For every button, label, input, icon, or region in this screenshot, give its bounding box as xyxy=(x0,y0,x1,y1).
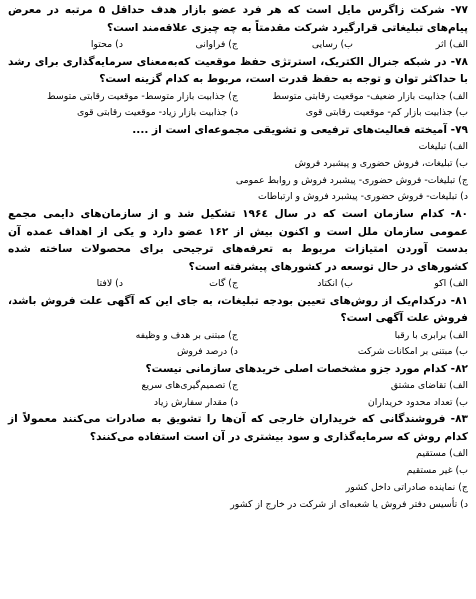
question-82: ۸۲- کدام مورد جزو مشخصات اصلی خریدهای سازمانی نیست؟ xyxy=(145,362,468,375)
option-be[interactable]: ب) جذابیت بازار کم- موقعیت رقابتی قوی xyxy=(305,107,468,118)
question-78-options-row-2 xyxy=(8,105,468,122)
option-jim[interactable]: ج) گات xyxy=(209,278,238,290)
option-be[interactable]: ب) تعداد محدود خریداران xyxy=(367,396,468,408)
question-83: ۸۳- فروشندگانی که خریداران خارجی که آن‌ها را تشویق به صادرات می‌کنند معمولاً از کدام روش که سرمایه‌گذاری و سود بیشتری در آن است استفاده می‌کنند؟ xyxy=(8,413,468,443)
option-dal[interactable]: د) مقدار سفارش زیاد xyxy=(153,396,238,408)
option-jim[interactable]: ج) مبتنی بر هدف و وظیفه xyxy=(135,329,238,341)
question-82-options-row-1 xyxy=(8,378,468,395)
option-be[interactable]: ب) مبتنی بر امکانات شرکت xyxy=(357,346,468,358)
option-alef[interactable]: الف) تبلیغات xyxy=(418,141,468,152)
question-79: ۷۹- آمیخته فعالیت‌های ترفیعی و تشویقی مجموعه‌ای است از .... xyxy=(132,123,468,136)
option-dal[interactable]: د) محتوا xyxy=(90,39,123,50)
option-alef[interactable]: الف) برابری با رقبا xyxy=(394,329,468,341)
option-alef[interactable]: الف) اثر xyxy=(435,39,468,50)
question-80-options xyxy=(8,276,468,293)
question-82-options-row-2 xyxy=(8,395,468,412)
option-dal[interactable]: د) تأسیس دفتر فروش یا شعبه‌ای از شرکت در خارج از کشور xyxy=(230,498,468,510)
option-be[interactable]: ب) غیر مستقیم xyxy=(406,464,468,476)
option-be[interactable]: ب) تبلیغات، فروش حضوری و پیشبرد فروش xyxy=(294,157,468,169)
option-dal[interactable]: د) جذابیت بازار زیاد- موقعیت رقابتی قوی xyxy=(76,107,238,118)
option-jim[interactable]: ج) جذابیت بازار متوسط- موقعیت رقابتی متوسط xyxy=(47,90,238,102)
question-81-options-row-2 xyxy=(8,344,468,361)
question-81: ۸۱- درکدام‌یک از روش‌های تعیین بودجه تبلیغات، به جای این که آگهی علت فروش باشد، فروش علت آگهی است؟ xyxy=(8,294,468,325)
question-77-options xyxy=(8,37,468,54)
question-80: ۸۰- کدام سازمان است که در سال ۱۹۶٤ تشکیل شد و از سازمان‌های دایمی مجمع عمومی سازمان ملل است و اکنون بیش از ۱۶۲ عضو دارد و یکی از اهداف عمده آن بدست آوردن امتیازات مربوط به تعرفه‌های ترجیحی برای محصولات ساخته شده کشورهای در حال توسعه در کشورهای پیشرفته است؟ xyxy=(8,208,468,273)
option-alef[interactable]: الف) اکو xyxy=(434,278,468,290)
question-78: ۷۸- در شبکه جنرال الکتریک، استرتژی حفظ موقعیت که‌به‌معنای سرمایه‌گذاری برای رشد با حداکثر توان و توجه به حفظ قدرت است، مربوط به کدام گزینه است؟ xyxy=(8,55,468,85)
option-alef[interactable]: الف) مستقیم xyxy=(416,448,468,460)
option-jim[interactable]: ج) تبلیغات- فروش حضوری- پیشبرد فروش و روابط عمومی xyxy=(235,174,468,186)
question-77: ۷۷- شرکت زاگرس مایل است که هر فرد عضو بازار هدف حداقل ۵ مرتبه در معرض پیام‌های تبلیغاتی قرارگیرد شرکت مقدمتاً به چه چیزی علاقه‌مند است؟ xyxy=(8,4,468,34)
option-be[interactable]: ب) انکتاد xyxy=(317,278,353,290)
option-be[interactable]: ب) رسایی xyxy=(311,39,353,50)
option-dal[interactable]: د) درصد فروش xyxy=(176,346,238,358)
option-jim[interactable]: ج) فراوانی xyxy=(195,39,238,50)
option-alef[interactable]: الف) جذابیت بازار ضعیف- موقعیت رقابتی متوسط xyxy=(272,90,468,102)
option-alef[interactable]: الف) تقاضای مشتق xyxy=(390,380,468,392)
question-81-options-row-1 xyxy=(8,328,468,345)
option-dal[interactable]: د) لافتا xyxy=(96,278,123,290)
question-78-options-row-1 xyxy=(8,89,468,106)
option-jim[interactable]: ج) نماینده صادراتی داخل کشور xyxy=(345,481,468,493)
option-jim[interactable]: ج) تصمیم‌گیری‌های سریع xyxy=(141,380,238,392)
option-dal[interactable]: د) تبلیغات- فروش حضوری- پیشبرد فروش و ارتباطات xyxy=(258,191,468,203)
